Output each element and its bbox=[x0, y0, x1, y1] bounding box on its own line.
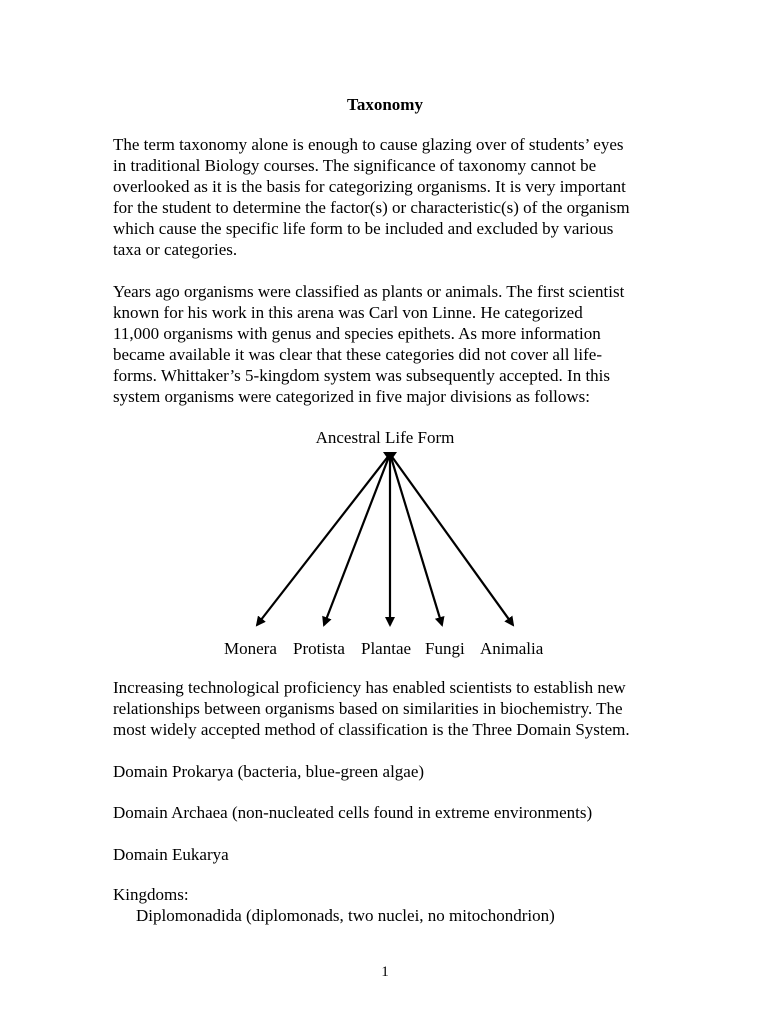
kingdom-diplomonadida: Diplomonadida (diplomonads, two nuclei, no mitochondrion) bbox=[136, 906, 555, 925]
arrow-to-monera bbox=[257, 454, 390, 625]
diagram-root-label: Ancestral Life Form bbox=[315, 428, 455, 447]
domain-prokarya: Domain Prokarya (bacteria, blue-green algae) bbox=[113, 762, 425, 781]
arrow-to-fungi bbox=[390, 454, 442, 625]
domain-eukarya: Domain Eukarya bbox=[113, 845, 229, 864]
paragraph-line: 11,000 organisms with genus and species epithets. As more information bbox=[113, 324, 601, 343]
page-number: 1 bbox=[381, 964, 389, 980]
kingdom-plantae-label: Plantae bbox=[361, 639, 412, 658]
kingdom-animalia-label: Animalia bbox=[480, 639, 544, 658]
arrow-to-animalia bbox=[390, 454, 513, 625]
document-title: Taxonomy bbox=[347, 95, 423, 114]
kingdoms-label: Kingdoms: bbox=[113, 885, 189, 904]
paragraph-line: known for his work in this arena was Carl von Linne. He categorized bbox=[113, 303, 583, 322]
paragraph-line: forms. Whittaker’s 5-kingdom system was subsequently accepted. In this bbox=[113, 366, 611, 385]
paragraph-line: Years ago organisms were classified as plants or animals. The first scientist bbox=[113, 282, 625, 301]
kingdom-fungi-label: Fungi bbox=[425, 639, 465, 658]
paragraph-line: The term taxonomy alone is enough to cause glazing over of students’ eyes bbox=[113, 135, 624, 154]
kingdom-protista-label: Protista bbox=[293, 639, 345, 658]
paragraph-line: relationships between organisms based on similarities in biochemistry. The bbox=[113, 699, 623, 718]
paragraph-line: in traditional Biology courses. The significance of taxonomy cannot be bbox=[113, 156, 597, 175]
paragraph-line: which cause the specific life form to be included and excluded by various bbox=[113, 219, 614, 238]
three-domain-paragraph bbox=[113, 677, 658, 740]
kingdom-monera-label: Monera bbox=[224, 639, 277, 658]
paragraph-line: Increasing technological proficiency has enabled scientists to establish new bbox=[113, 678, 626, 697]
arrow-to-protista bbox=[324, 454, 390, 625]
paragraph-line: overlooked as it is the basis for categorizing organisms. It is very important bbox=[113, 177, 626, 196]
paragraph-line: became available it was clear that these categories did not cover all life- bbox=[113, 345, 602, 364]
domain-archaea: Domain Archaea (non-nucleated cells found in extreme environments) bbox=[113, 803, 593, 822]
paragraph-line: taxa or categories. bbox=[113, 240, 238, 259]
paragraph-line: most widely accepted method of classification is the Three Domain System. bbox=[113, 720, 630, 739]
paragraph-line: for the student to determine the factor(s) or characteristic(s) of the organism bbox=[113, 198, 630, 217]
paragraph-line: system organisms were categorized in five major divisions as follows: bbox=[113, 387, 591, 406]
